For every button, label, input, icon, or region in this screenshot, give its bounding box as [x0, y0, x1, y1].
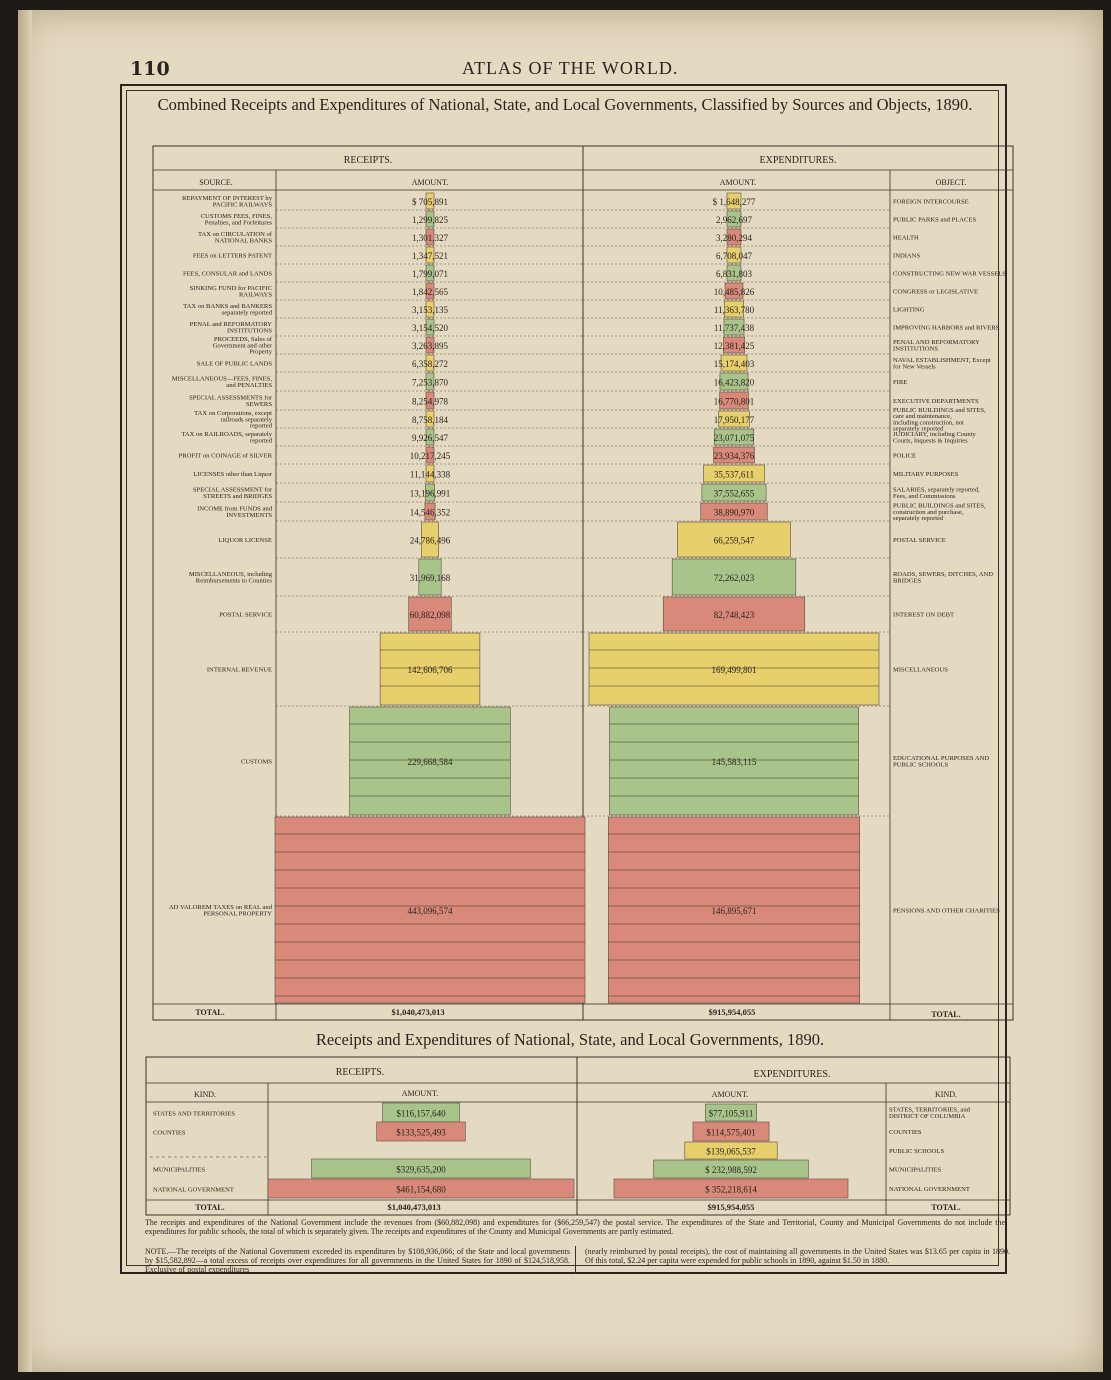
chart-title-summary: Receipts and Expenditures of National, State, and Local Governments, 1890.	[315, 1030, 825, 1049]
summary-receipts-header: RECEIPTS.	[335, 1067, 385, 1078]
receipt-source-label: separately reported	[221, 309, 272, 317]
receipt-source-label: RAILWAYS	[239, 291, 272, 299]
summary-expenditure-amount: $77,105,911	[708, 1108, 754, 1119]
expenditures-header: EXPENDITURES.	[759, 155, 837, 166]
expenditures-total-value: $915,954,055	[708, 1007, 756, 1017]
summary-expenditure-amount: $114,575,401	[706, 1127, 756, 1138]
receipt-source-label: reported	[250, 437, 272, 445]
receipt-source-label: MISCELLANEOUS, including	[188, 571, 272, 579]
summary-receipt-kind: MUNICIPALITIES	[153, 1166, 206, 1174]
receipt-source-label: Property	[249, 348, 272, 356]
receipt-source-label: POSTAL SERVICE	[219, 611, 272, 619]
receipt-amount-label: $ 705,891	[412, 197, 448, 207]
receipt-amount-label: 1,299,825	[412, 215, 448, 225]
atlas-title: ATLAS OF THE WORLD.	[462, 58, 679, 78]
receipt-amount-label: 14,546,352	[409, 507, 451, 518]
receipt-source-label: reported	[250, 422, 272, 430]
receipt-amount-label: 6,358,272	[412, 359, 448, 369]
summary-receipt-kind: NATIONAL GOVERNMENT	[153, 1186, 234, 1194]
receipt-source-label: SEWERS	[245, 400, 272, 408]
receipt-source-label: PROCEEDS, Sales of	[213, 336, 272, 344]
receipt-amount-label: 3,153,135	[412, 305, 448, 315]
summary-expenditure-kind: COUNTIES	[889, 1128, 922, 1136]
receipt-amount-label: 8,758,184	[412, 415, 448, 425]
receipt-source-label: STREETS and BRIDGES	[203, 492, 272, 500]
receipt-amount-label: 24,786,496	[409, 535, 451, 546]
expenditure-amount-label: 72,262,023	[713, 573, 755, 583]
receipts-amount-column-header: AMOUNT.	[411, 178, 449, 187]
expenditure-object-label: INSTITUTIONS	[893, 345, 939, 353]
summary-receipts-kind-header: KIND.	[194, 1090, 216, 1099]
expenditure-amount-label: 17,950,177	[713, 415, 755, 425]
expenditure-object-label: PENAL AND REFORMATORY	[893, 339, 980, 347]
expenditure-object-label: LIGHTING	[893, 306, 925, 314]
receipt-source-label: railroads separately	[220, 416, 272, 424]
expenditure-amount-label: 146,895,671	[711, 906, 757, 916]
expenditure-object-label: for New Vessels	[893, 363, 936, 371]
expenditure-amount-label: 6,708,047	[716, 251, 752, 261]
summary-expenditures-amount-header: AMOUNT.	[711, 1090, 749, 1099]
receipt-amount-label: 1,799,071	[412, 269, 448, 279]
expenditure-object-label: INDIANS	[893, 252, 921, 260]
expenditure-object-label: SALARIES, separately reported,	[893, 486, 980, 494]
expenditure-object-label: MISCELLANEOUS	[893, 666, 948, 674]
expenditure-object-label: separately reported	[893, 425, 944, 433]
summary-expenditure-kind: PUBLIC SCHOOLS	[889, 1147, 945, 1155]
receipt-source-label: PERSONAL PROPERTY	[203, 910, 272, 918]
receipt-source-label: INSTITUTIONS	[226, 327, 272, 335]
receipt-source-label: FEES, CONSULAR and LANDS	[182, 270, 272, 278]
expenditure-object-label: separately reported	[893, 515, 944, 523]
receipt-source-label: TAX on Corporations, except	[194, 410, 272, 418]
expenditure-object-label: FOREIGN INTERCOURSE	[893, 198, 969, 206]
receipt-amount-label: 60,882,098	[409, 610, 451, 620]
receipt-source-label: PENAL and REFORMATORY	[189, 321, 272, 329]
expenditure-object-label: POSTAL SERVICE	[893, 536, 946, 544]
receipt-source-label: NATIONAL BANKS	[214, 237, 272, 245]
expenditure-amount-label: 169,499,801	[711, 665, 757, 675]
receipt-amount-label: 229,668,584	[407, 757, 453, 767]
summary-receipt-amount: $133,525,493	[396, 1127, 446, 1138]
expenditure-amount-label: 15,174,403	[713, 359, 755, 369]
expenditure-amount-label: 82,748,423	[713, 610, 755, 620]
expenditure-amount-label: 11,737,438	[713, 323, 755, 333]
expenditure-amount-label: 10,485,826	[713, 287, 755, 297]
expenditure-object-label: POLICE	[893, 452, 917, 460]
chart-title-combined: Combined Receipts and Expenditures of National, State, and Local Governments, Classified by Sources and Objects, 1890.	[157, 95, 973, 114]
expenditure-amount-label: 12,381,425	[713, 341, 755, 351]
receipt-source-label: TAX on RAILROADS, separately	[181, 431, 272, 439]
receipt-amount-label: 443,096,574	[407, 906, 453, 916]
receipt-source-label: FEES on LETTERS PATENT	[192, 252, 272, 260]
expenditure-object-label: FIRE	[893, 378, 908, 386]
summary-receipt-amount: $461,154,680	[396, 1184, 446, 1195]
expenditure-object-label: HEALTH	[893, 234, 919, 242]
receipt-source-label: Reimbursements to Counties	[195, 577, 272, 585]
receipt-amount-label: 1,301,327	[412, 233, 448, 243]
summary-expenditures-total-label: TOTAL.	[931, 1203, 961, 1212]
receipt-source-label: SPECIAL ASSESSMENTS for	[189, 394, 272, 402]
receipt-amount-label: 31,969,168	[409, 573, 451, 583]
summary-expenditures-kind-header: KIND.	[935, 1090, 957, 1099]
expenditure-amount-label: 23,071,075	[713, 433, 755, 443]
receipt-source-label: REPAYMENT OF INTEREST by	[182, 195, 272, 203]
expenditure-object-label: CONGRESS or LEGISLATIVE	[893, 288, 978, 296]
source-column-header: SOURCE.	[199, 178, 233, 187]
note-divider	[575, 1246, 576, 1274]
expenditure-amount-label: 6,831,803	[716, 269, 752, 279]
receipts-total-label: TOTAL.	[195, 1008, 225, 1017]
receipt-source-label: PACIFIC RAILWAYS	[212, 201, 272, 209]
receipt-amount-label: 7,253,870	[412, 377, 448, 388]
expenditure-object-label: care and maintenance,	[893, 413, 952, 421]
receipt-source-label: and PENALTIES	[226, 381, 272, 389]
expenditure-amount-label: 66,259,547	[713, 535, 755, 546]
expenditure-amount-label: 3,280,294	[716, 233, 752, 243]
receipt-source-label: CUSTOMS	[240, 758, 272, 766]
summary-expenditure-amount: $ 352,218,614	[705, 1184, 757, 1195]
expenditure-object-label: EXECUTIVE DEPARTMENTS	[893, 397, 979, 405]
note-left: NOTE.—The receipts of the National Government exceeded its expenditures by $108,936,066; of the State and local governments by $15,582,892—a total excess of receipts over expenditures for all governments in the United States for 1890 of $124,518,958. Exclusive of postal expenditures	[145, 1247, 570, 1274]
receipt-source-label: MISCELLANEOUS—FEES, FINES,	[171, 375, 272, 383]
receipt-amount-label: 3,263,895	[412, 341, 448, 351]
expenditure-amount-label: 145,583,115	[711, 757, 757, 767]
expenditures-amount-column-header: AMOUNT.	[719, 178, 757, 187]
receipt-source-label: SPECIAL ASSESSMENT for	[192, 486, 272, 494]
receipt-source-label: SINKING FUND for PACIFIC	[189, 285, 272, 293]
receipt-amount-label: 8,254,978	[412, 396, 448, 407]
expenditure-object-label: EDUCATIONAL PURPOSES AND	[893, 755, 990, 763]
expenditure-object-label: CONSTRUCTING NEW WAR VESSELS	[893, 270, 1007, 278]
receipt-source-label: PROFIT on COINAGE of SILVER	[178, 452, 272, 460]
expenditure-amount-label: 37,552,655	[713, 488, 755, 499]
summary-expenditure-kind: DISTRICT OF COLUMBIA	[889, 1112, 966, 1120]
receipts-header: RECEIPTS.	[343, 155, 393, 166]
receipt-amount-label: 11,144,338	[409, 469, 451, 480]
summary-receipts-total-label: TOTAL.	[195, 1203, 225, 1212]
summary-expenditure-kind: NATIONAL GOVERNMENT	[889, 1185, 970, 1193]
expenditure-object-label: BRIDGES	[893, 577, 922, 585]
receipt-amount-label: 1,842,565	[412, 287, 448, 297]
expenditure-amount-label: 2,962,697	[716, 215, 752, 225]
receipt-source-label: Government and other	[212, 342, 272, 350]
object-column-header: OBJECT.	[935, 178, 967, 187]
expenditure-object-label: NAVAL ESTABLISHMENT, Except	[893, 357, 991, 365]
expenditure-object-label: PUBLIC BUILDINGS and SITES,	[893, 502, 986, 510]
receipt-amount-label: 13,196,991	[409, 488, 451, 499]
summary-expenditure-kind: STATES, TERRITORIES, and	[889, 1106, 970, 1114]
receipt-source-label: AD VALOREM TAXES on REAL and	[168, 904, 272, 912]
expenditure-amount-label: 23,934,376	[713, 451, 755, 461]
summary-expenditure-kind: MUNICIPALITIES	[889, 1166, 942, 1174]
receipt-amount-label: 1,347,521	[412, 251, 448, 261]
expenditure-amount-label: 35,537,611	[713, 469, 755, 480]
expenditure-amount-label: 11,363,780	[713, 305, 755, 315]
receipt-amount-label: 9,926,547	[412, 433, 448, 443]
summary-expenditures-header: EXPENDITURES.	[753, 1069, 831, 1080]
receipt-source-label: TAX on CIRCULATION of	[197, 231, 272, 239]
note-main: The receipts and expenditures of the National Government include the revenues from ($60,882,098) and expenditures for ($66,259,547) the postal service. The expenditures of the State and Territorial, County and Municipal Governments do not include the expenditures for public schools, the total of which is separately given. The receipts and expenditures of the County and Municipal Governments are partly estimated.	[145, 1218, 1005, 1236]
receipt-source-label: SALE OF PUBLIC LANDS	[196, 360, 272, 368]
expenditure-object-label: PENSIONS AND OTHER CHARITIES	[893, 907, 1000, 915]
expenditure-object-label: INTEREST ON DEBT	[893, 611, 955, 619]
expenditure-object-label: JUDICIARY, including County	[893, 431, 976, 439]
receipt-amount-label: 142,606,706	[407, 665, 453, 675]
summary-receipts-amount-header: AMOUNT.	[401, 1089, 439, 1098]
expenditure-object-label: Fees, and Commissions	[893, 492, 956, 500]
receipt-source-label: INVESTMENTS	[226, 511, 272, 519]
expenditure-object-label: PUBLIC PARKS and PLACES	[893, 216, 977, 224]
summary-receipt-amount: $329,635,200	[396, 1164, 446, 1175]
expenditure-object-label: MILITARY PURPOSES	[893, 470, 959, 478]
receipt-source-label: LIQUOR LICENSE	[218, 536, 272, 544]
expenditure-amount-label: 16,423,820	[713, 377, 755, 388]
receipt-amount-label: 10,217,245	[409, 451, 451, 461]
expenditure-object-label: IMPROVING HARBORS and RIVERS	[893, 324, 1000, 332]
expenditure-object-label: ROADS, SEWERS, DITCHES, AND	[893, 571, 994, 579]
summary-expenditure-amount: $139,065,537	[706, 1146, 756, 1157]
expenditures-total-label: TOTAL.	[931, 1010, 961, 1019]
receipt-source-label: INTERNAL REVENUE	[206, 666, 272, 674]
receipt-source-label: Penalties, and Forfeitures	[204, 219, 272, 227]
expenditure-amount-label: 16,770,801	[713, 396, 755, 407]
summary-receipts-total-value: $1,040,473,013	[387, 1202, 441, 1212]
receipt-source-label: TAX on BANKS and BANKERS	[183, 303, 272, 311]
summary-expenditure-amount: $ 232,988,592	[705, 1165, 757, 1175]
summary-receipt-amount: $116,157,640	[396, 1108, 446, 1119]
expenditure-object-label: including construction, not	[893, 419, 964, 427]
expenditure-object-label: construction and purchase,	[893, 508, 964, 516]
expenditure-amount-label: $ 1,648,277	[712, 197, 756, 207]
expenditure-object-label: PUBLIC BUILDINGS and SITES,	[893, 406, 986, 414]
receipt-source-label: LICENSES other than Liquor	[193, 470, 272, 478]
receipt-amount-label: 3,154,520	[412, 323, 448, 333]
expenditure-object-label: PUBLIC SCHOOLS	[893, 761, 949, 769]
expenditure-object-label: Courts, Inquests & Inquiries	[893, 437, 968, 445]
receipt-source-label: CUSTOMS FEES, FINES,	[200, 213, 272, 221]
summary-receipt-kind: STATES AND TERRITORIES	[153, 1110, 236, 1118]
note-right: (nearly reimbursed by postal receipts), the cost of maintaining all governments in the United States was $13.65 per capita in 1890. Of this total, $2.24 per capita were expended for public schools in 1890, against $1.50 in 1880.	[585, 1247, 1010, 1265]
receipt-source-label: INCOME from FUNDS and	[197, 505, 272, 513]
summary-receipt-kind: COUNTIES	[153, 1129, 186, 1137]
page-number: 110	[130, 58, 170, 80]
receipts-total-value: $1,040,473,013	[391, 1007, 445, 1017]
expenditure-amount-label: 38,890,970	[713, 507, 755, 518]
summary-expenditures-total-value: $915,954,055	[707, 1202, 755, 1212]
